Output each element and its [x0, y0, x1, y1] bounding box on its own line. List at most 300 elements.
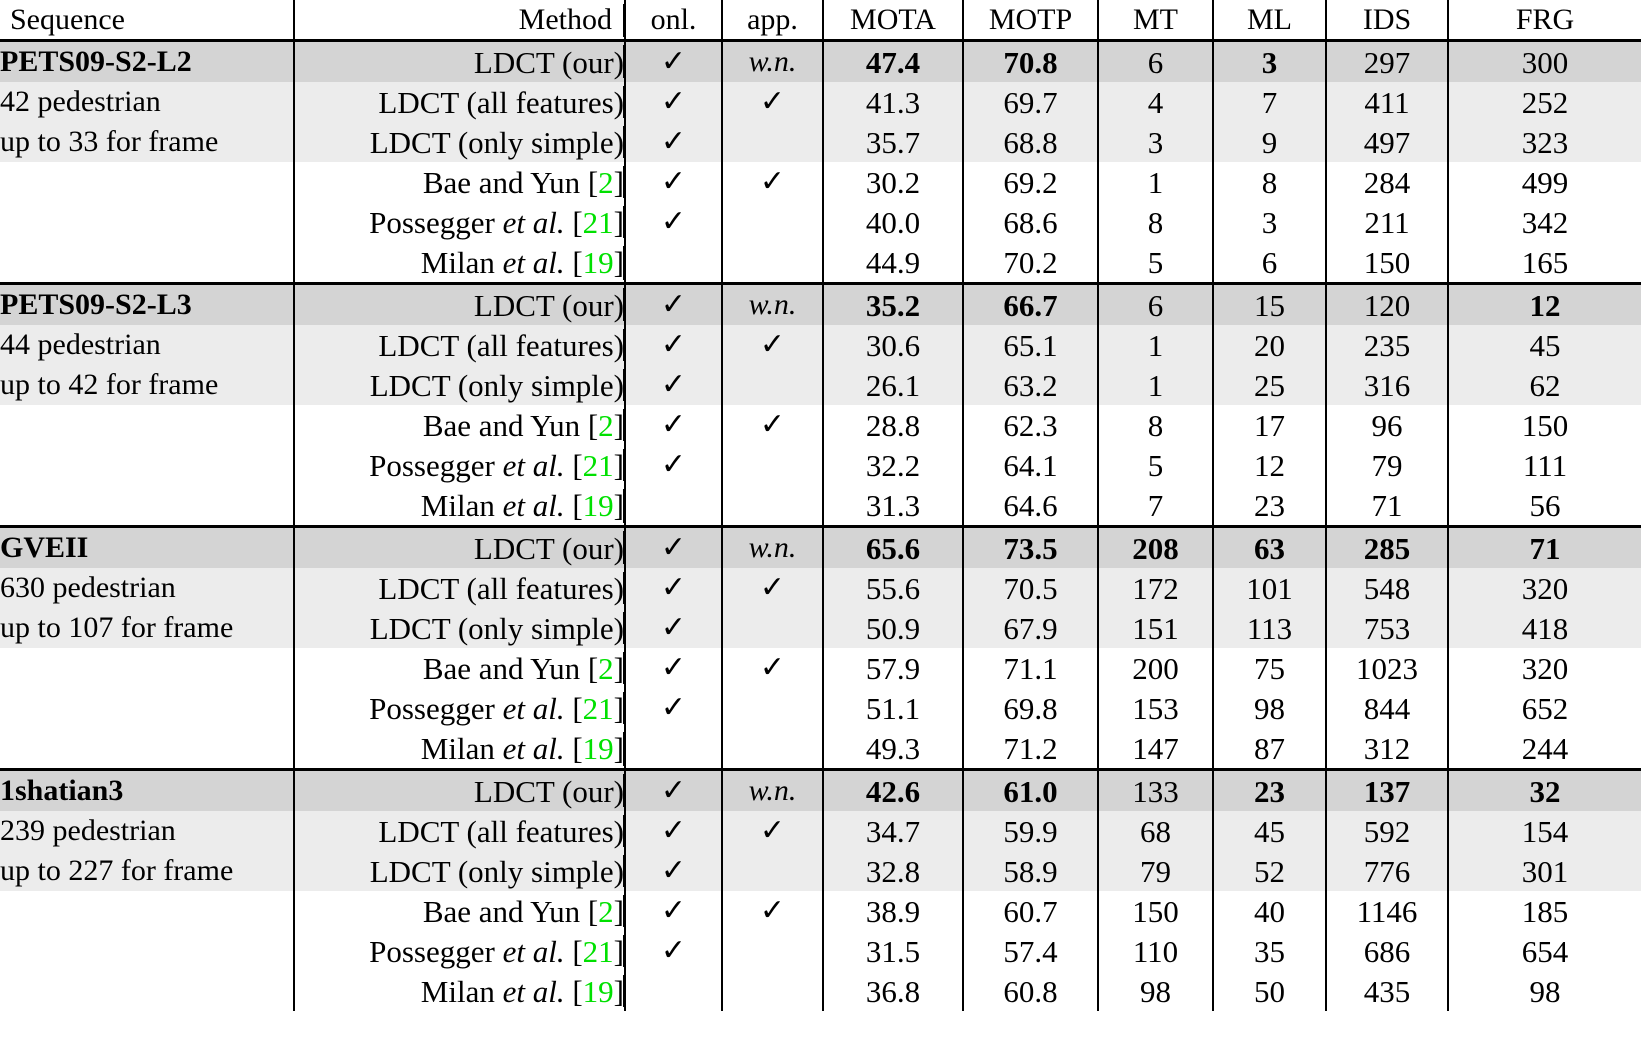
sequence-info: up to 107 for frame	[0, 608, 294, 648]
metric-frg-cell: 320	[1448, 568, 1641, 608]
check-icon: ✓	[660, 448, 687, 481]
method-cell: Bae and Yun [2]	[294, 405, 625, 445]
appearance-flag-cell	[722, 284, 823, 326]
metric-mt-cell: 5	[1098, 242, 1213, 284]
metric-ml-cell: 12	[1213, 445, 1326, 485]
metric-motp-cell: 73.5	[963, 527, 1098, 569]
table-row	[0, 688, 1641, 728]
citation-reference[interactable]: 19	[582, 730, 614, 766]
metric-mt-cell: 208	[1098, 527, 1213, 569]
table-row	[0, 284, 1641, 326]
metric-motp-cell: 61.0	[963, 770, 1098, 812]
check-icon: ✓	[660, 611, 687, 644]
metric-ml-cell: 3	[1213, 41, 1326, 83]
method-cell	[294, 365, 625, 405]
method-cell: Bae and Yun [2]	[294, 648, 625, 688]
citation-reference[interactable]: 21	[582, 204, 614, 240]
sequence-info	[0, 445, 294, 485]
metric-ml-cell: 17	[1213, 405, 1326, 445]
table-row	[0, 568, 1641, 608]
metric-mota-cell: 42.6	[823, 770, 963, 812]
metric-motp-cell: 60.8	[963, 971, 1098, 1011]
metric-ml-cell: 35	[1213, 931, 1326, 971]
sequence-info: 239 pedestrian	[0, 811, 294, 851]
metric-mota-cell: 31.3	[823, 485, 963, 527]
metric-frg-cell: 111	[1448, 445, 1641, 485]
metric-ml-cell: 23	[1213, 485, 1326, 527]
metric-frg-cell: 12	[1448, 284, 1641, 326]
check-icon: ✓	[759, 328, 786, 361]
metric-mota-cell: 49.3	[823, 728, 963, 770]
metric-ids-cell: 316	[1326, 365, 1448, 405]
metric-mota-cell: 41.3	[823, 82, 963, 122]
table-row	[0, 891, 1641, 931]
metric-mt-cell: 3	[1098, 122, 1213, 162]
metric-ids-cell: 548	[1326, 568, 1448, 608]
metric-frg-cell: 300	[1448, 41, 1641, 83]
online-flag-cell	[625, 284, 722, 326]
metric-motp-cell: 71.2	[963, 728, 1098, 770]
check-icon: ✓	[660, 45, 687, 78]
metric-ids-cell: 235	[1326, 325, 1448, 365]
sequence-info	[0, 688, 294, 728]
metric-ids-cell: 776	[1326, 851, 1448, 891]
online-flag-cell	[625, 485, 722, 527]
table-row	[0, 931, 1641, 971]
metric-mota-cell: 50.9	[823, 608, 963, 648]
method-label: LDCT (all features)	[378, 327, 624, 363]
metric-mota-cell: 26.1	[823, 365, 963, 405]
method-label: LDCT (only simple)	[369, 853, 624, 889]
citation-reference[interactable]: 2	[598, 164, 614, 200]
metric-mt-cell: 8	[1098, 405, 1213, 445]
method-etal: et al.	[502, 447, 565, 483]
check-icon: ✓	[660, 85, 687, 118]
check-icon: ✓	[660, 774, 687, 807]
appearance-flag-cell	[722, 568, 823, 608]
appearance-flag-cell	[722, 325, 823, 365]
metric-ml-cell: 7	[1213, 82, 1326, 122]
table-row	[0, 325, 1641, 365]
metric-frg-cell: 244	[1448, 728, 1641, 770]
check-icon: ✓	[660, 368, 687, 401]
method-cell	[294, 41, 625, 83]
metric-mota-cell: 32.8	[823, 851, 963, 891]
metric-mt-cell: 8	[1098, 202, 1213, 242]
table-row	[0, 648, 1641, 688]
metric-motp-cell: 58.9	[963, 851, 1098, 891]
check-icon: ✓	[660, 571, 687, 604]
online-flag-cell	[625, 648, 722, 688]
check-icon: ✓	[759, 571, 786, 604]
appearance-flag-cell	[722, 931, 823, 971]
table-row	[0, 485, 1641, 527]
appearance-flag-cell	[722, 971, 823, 1011]
metric-mt-cell: 6	[1098, 284, 1213, 326]
metric-mt-cell: 153	[1098, 688, 1213, 728]
metric-mt-cell: 172	[1098, 568, 1213, 608]
metric-ml-cell: 40	[1213, 891, 1326, 931]
check-icon: ✓	[759, 651, 786, 684]
online-flag-cell	[625, 851, 722, 891]
metric-frg-cell: 56	[1448, 485, 1641, 527]
metric-frg-cell: 185	[1448, 891, 1641, 931]
check-icon: ✓	[759, 408, 786, 441]
metric-ids-cell: 297	[1326, 41, 1448, 83]
check-icon: ✓	[660, 408, 687, 441]
check-icon: ✓	[660, 125, 687, 158]
citation-reference[interactable]: 21	[582, 933, 614, 969]
metric-mt-cell: 150	[1098, 891, 1213, 931]
method-cell: Bae and Yun [2]	[294, 891, 625, 931]
table-row	[0, 365, 1641, 405]
metric-motp-cell: 66.7	[963, 284, 1098, 326]
column-header-sequence: Sequence	[0, 0, 294, 41]
metric-ids-cell: 211	[1326, 202, 1448, 242]
method-cell	[294, 527, 625, 569]
with-noise-label: w.n.	[748, 531, 797, 564]
column-header-onl: onl.	[625, 0, 722, 41]
sequence-info: up to 42 for frame	[0, 365, 294, 405]
citation-reference[interactable]: 2	[598, 407, 614, 443]
metric-mt-cell: 6	[1098, 41, 1213, 83]
method-etal: et al.	[502, 973, 565, 1009]
online-flag-cell	[625, 162, 722, 202]
column-header-method: Method	[294, 0, 625, 41]
sequence-info: 44 pedestrian	[0, 325, 294, 365]
table-row	[0, 971, 1641, 1011]
online-flag-cell	[625, 971, 722, 1011]
check-icon: ✓	[660, 854, 687, 887]
method-cell	[294, 82, 625, 122]
metric-mota-cell: 32.2	[823, 445, 963, 485]
metric-mota-cell: 31.5	[823, 931, 963, 971]
check-icon: ✓	[759, 165, 786, 198]
appearance-flag-cell	[722, 445, 823, 485]
method-cell: Possegger et al. [21]	[294, 931, 625, 971]
metric-mota-cell: 35.2	[823, 284, 963, 326]
metric-motp-cell: 64.1	[963, 445, 1098, 485]
method-label: LDCT (all features)	[378, 570, 624, 606]
column-header-mota: MOTA	[823, 0, 963, 41]
appearance-flag-cell	[722, 162, 823, 202]
table-row	[0, 527, 1641, 569]
method-cell: Milan et al. [19]	[294, 242, 625, 284]
metric-frg-cell: 320	[1448, 648, 1641, 688]
method-cell	[294, 811, 625, 851]
online-flag-cell	[625, 242, 722, 284]
method-etal: et al.	[502, 730, 565, 766]
method-etal: et al.	[502, 204, 565, 240]
column-header-app: app.	[722, 0, 823, 41]
method-label: Milan	[420, 730, 495, 766]
table-row	[0, 405, 1641, 445]
metric-frg-cell: 418	[1448, 608, 1641, 648]
method-label: LDCT (our)	[473, 773, 624, 809]
metric-motp-cell: 70.2	[963, 242, 1098, 284]
table-row	[0, 851, 1641, 891]
metric-ml-cell: 3	[1213, 202, 1326, 242]
metric-motp-cell: 60.7	[963, 891, 1098, 931]
method-label: LDCT (all features)	[378, 813, 624, 849]
metric-ids-cell: 592	[1326, 811, 1448, 851]
online-flag-cell	[625, 770, 722, 812]
sequence-info	[0, 405, 294, 445]
metric-frg-cell: 252	[1448, 82, 1641, 122]
online-flag-cell	[625, 568, 722, 608]
method-label: Bae and Yun	[422, 893, 581, 929]
method-cell: Milan et al. [19]	[294, 728, 625, 770]
citation-reference[interactable]: 19	[582, 487, 614, 523]
table-row	[0, 41, 1641, 83]
check-icon: ✓	[660, 651, 687, 684]
metric-ml-cell: 52	[1213, 851, 1326, 891]
metric-mt-cell: 200	[1098, 648, 1213, 688]
method-label: LDCT (our)	[473, 530, 624, 566]
citation-reference[interactable]: 21	[582, 447, 614, 483]
sequence-info: 42 pedestrian	[0, 82, 294, 122]
with-noise-label: w.n.	[748, 774, 797, 807]
metric-mt-cell: 147	[1098, 728, 1213, 770]
metric-mota-cell: 30.6	[823, 325, 963, 365]
method-cell	[294, 608, 625, 648]
metric-mt-cell: 5	[1098, 445, 1213, 485]
check-icon: ✓	[660, 531, 687, 564]
metric-ml-cell: 50	[1213, 971, 1326, 1011]
metric-ids-cell: 79	[1326, 445, 1448, 485]
sequence-info	[0, 971, 294, 1011]
metric-ids-cell: 411	[1326, 82, 1448, 122]
metric-ml-cell: 87	[1213, 728, 1326, 770]
online-flag-cell	[625, 445, 722, 485]
check-icon: ✓	[660, 165, 687, 198]
table-row	[0, 82, 1641, 122]
column-header-frg: FRG	[1448, 0, 1641, 41]
citation-reference[interactable]: 2	[598, 893, 614, 929]
metric-frg-cell: 499	[1448, 162, 1641, 202]
metric-motp-cell: 71.1	[963, 648, 1098, 688]
online-flag-cell	[625, 325, 722, 365]
metric-mota-cell: 55.6	[823, 568, 963, 608]
method-label: Milan	[420, 487, 495, 523]
check-icon: ✓	[759, 85, 786, 118]
table-row	[0, 122, 1641, 162]
metric-ids-cell: 96	[1326, 405, 1448, 445]
sequence-info	[0, 728, 294, 770]
metric-motp-cell: 67.9	[963, 608, 1098, 648]
metric-ids-cell: 120	[1326, 284, 1448, 326]
metric-mota-cell: 51.1	[823, 688, 963, 728]
column-header-ml: ML	[1213, 0, 1326, 41]
metric-ml-cell: 6	[1213, 242, 1326, 284]
metric-frg-cell: 150	[1448, 405, 1641, 445]
metric-motp-cell: 69.2	[963, 162, 1098, 202]
with-noise-label: w.n.	[748, 45, 797, 78]
metric-mt-cell: 1	[1098, 325, 1213, 365]
sequence-info	[0, 648, 294, 688]
check-icon: ✓	[759, 814, 786, 847]
citation-reference[interactable]: 21	[582, 690, 614, 726]
sequence-info: up to 33 for frame	[0, 122, 294, 162]
method-cell: Milan et al. [19]	[294, 485, 625, 527]
metric-mt-cell: 7	[1098, 485, 1213, 527]
metric-mota-cell: 44.9	[823, 242, 963, 284]
sequence-info	[0, 162, 294, 202]
appearance-flag-cell	[722, 851, 823, 891]
method-label: Possegger	[369, 933, 495, 969]
metric-motp-cell: 69.8	[963, 688, 1098, 728]
metric-frg-cell: 165	[1448, 242, 1641, 284]
metric-motp-cell: 57.4	[963, 931, 1098, 971]
table-row	[0, 811, 1641, 851]
metric-mota-cell: 65.6	[823, 527, 963, 569]
column-header-ids: IDS	[1326, 0, 1448, 41]
metric-frg-cell: 323	[1448, 122, 1641, 162]
online-flag-cell	[625, 41, 722, 83]
metric-motp-cell: 69.7	[963, 82, 1098, 122]
method-cell: Possegger et al. [21]	[294, 445, 625, 485]
appearance-flag-cell	[722, 688, 823, 728]
metric-motp-cell: 64.6	[963, 485, 1098, 527]
check-icon: ✓	[759, 894, 786, 927]
appearance-flag-cell	[722, 527, 823, 569]
method-label: LDCT (only simple)	[369, 367, 624, 403]
method-etal: et al.	[502, 244, 565, 280]
method-cell: Possegger et al. [21]	[294, 688, 625, 728]
appearance-flag-cell	[722, 648, 823, 688]
metric-motp-cell: 65.1	[963, 325, 1098, 365]
table-row	[0, 242, 1641, 284]
table-row	[0, 162, 1641, 202]
metric-ml-cell: 9	[1213, 122, 1326, 162]
table-body	[0, 41, 1641, 1012]
metric-motp-cell: 70.5	[963, 568, 1098, 608]
sequence-info	[0, 242, 294, 284]
appearance-flag-cell	[722, 811, 823, 851]
check-icon: ✓	[660, 205, 687, 238]
method-cell	[294, 851, 625, 891]
appearance-flag-cell	[722, 485, 823, 527]
method-label: Possegger	[369, 447, 495, 483]
online-flag-cell	[625, 365, 722, 405]
method-label: Bae and Yun	[422, 164, 581, 200]
metric-frg-cell: 301	[1448, 851, 1641, 891]
metric-mota-cell: 38.9	[823, 891, 963, 931]
citation-reference[interactable]: 19	[582, 244, 614, 280]
metric-frg-cell: 654	[1448, 931, 1641, 971]
sequence-name: PETS09-S2-L3	[0, 284, 294, 326]
metric-motp-cell: 63.2	[963, 365, 1098, 405]
sequence-info	[0, 485, 294, 527]
metric-ids-cell: 150	[1326, 242, 1448, 284]
metric-mt-cell: 98	[1098, 971, 1213, 1011]
metric-ml-cell: 23	[1213, 770, 1326, 812]
appearance-flag-cell	[722, 405, 823, 445]
sequence-info	[0, 202, 294, 242]
table-header	[0, 0, 1641, 41]
metric-mota-cell: 34.7	[823, 811, 963, 851]
appearance-flag-cell	[722, 365, 823, 405]
metric-ml-cell: 101	[1213, 568, 1326, 608]
appearance-flag-cell	[722, 891, 823, 931]
check-icon: ✓	[660, 691, 687, 724]
check-icon: ✓	[660, 814, 687, 847]
method-cell	[294, 770, 625, 812]
metric-mt-cell: 110	[1098, 931, 1213, 971]
metric-ml-cell: 75	[1213, 648, 1326, 688]
sequence-name: PETS09-S2-L2	[0, 41, 294, 83]
metric-ml-cell: 98	[1213, 688, 1326, 728]
metric-mt-cell: 4	[1098, 82, 1213, 122]
appearance-flag-cell	[722, 82, 823, 122]
metric-mt-cell: 1	[1098, 365, 1213, 405]
check-icon: ✓	[660, 934, 687, 967]
online-flag-cell	[625, 202, 722, 242]
method-label: Possegger	[369, 690, 495, 726]
appearance-flag-cell	[722, 728, 823, 770]
online-flag-cell	[625, 728, 722, 770]
appearance-flag-cell	[722, 202, 823, 242]
with-noise-label: w.n.	[748, 288, 797, 321]
method-label: LDCT (our)	[473, 44, 624, 80]
metric-frg-cell: 98	[1448, 971, 1641, 1011]
online-flag-cell	[625, 891, 722, 931]
sequence-info	[0, 931, 294, 971]
metric-ml-cell: 45	[1213, 811, 1326, 851]
metric-ids-cell: 844	[1326, 688, 1448, 728]
metric-mota-cell: 40.0	[823, 202, 963, 242]
metric-ids-cell: 435	[1326, 971, 1448, 1011]
appearance-flag-cell	[722, 242, 823, 284]
sequence-info: 630 pedestrian	[0, 568, 294, 608]
method-label: Milan	[420, 973, 495, 1009]
metric-frg-cell: 342	[1448, 202, 1641, 242]
metric-frg-cell: 32	[1448, 770, 1641, 812]
metric-motp-cell: 68.6	[963, 202, 1098, 242]
online-flag-cell	[625, 405, 722, 445]
metric-mt-cell: 1	[1098, 162, 1213, 202]
metric-ids-cell: 1146	[1326, 891, 1448, 931]
appearance-flag-cell	[722, 770, 823, 812]
citation-reference[interactable]: 2	[598, 650, 614, 686]
check-icon: ✓	[660, 328, 687, 361]
metric-motp-cell: 59.9	[963, 811, 1098, 851]
method-etal: et al.	[502, 487, 565, 523]
metric-ids-cell: 497	[1326, 122, 1448, 162]
column-header-motp: MOTP	[963, 0, 1098, 41]
metric-frg-cell: 45	[1448, 325, 1641, 365]
citation-reference[interactable]: 19	[582, 973, 614, 1009]
method-cell: Bae and Yun [2]	[294, 162, 625, 202]
table-row	[0, 770, 1641, 812]
metric-ml-cell: 15	[1213, 284, 1326, 326]
metric-ids-cell: 284	[1326, 162, 1448, 202]
column-header-mt: MT	[1098, 0, 1213, 41]
metric-mota-cell: 35.7	[823, 122, 963, 162]
sequence-info: up to 227 for frame	[0, 851, 294, 891]
check-icon: ✓	[660, 288, 687, 321]
online-flag-cell	[625, 527, 722, 569]
online-flag-cell	[625, 608, 722, 648]
method-label: Bae and Yun	[422, 650, 581, 686]
method-cell: Milan et al. [19]	[294, 971, 625, 1011]
method-cell	[294, 325, 625, 365]
appearance-flag-cell	[722, 122, 823, 162]
metric-mota-cell: 57.9	[823, 648, 963, 688]
online-flag-cell	[625, 122, 722, 162]
method-label: Milan	[420, 244, 495, 280]
metric-mota-cell: 30.2	[823, 162, 963, 202]
